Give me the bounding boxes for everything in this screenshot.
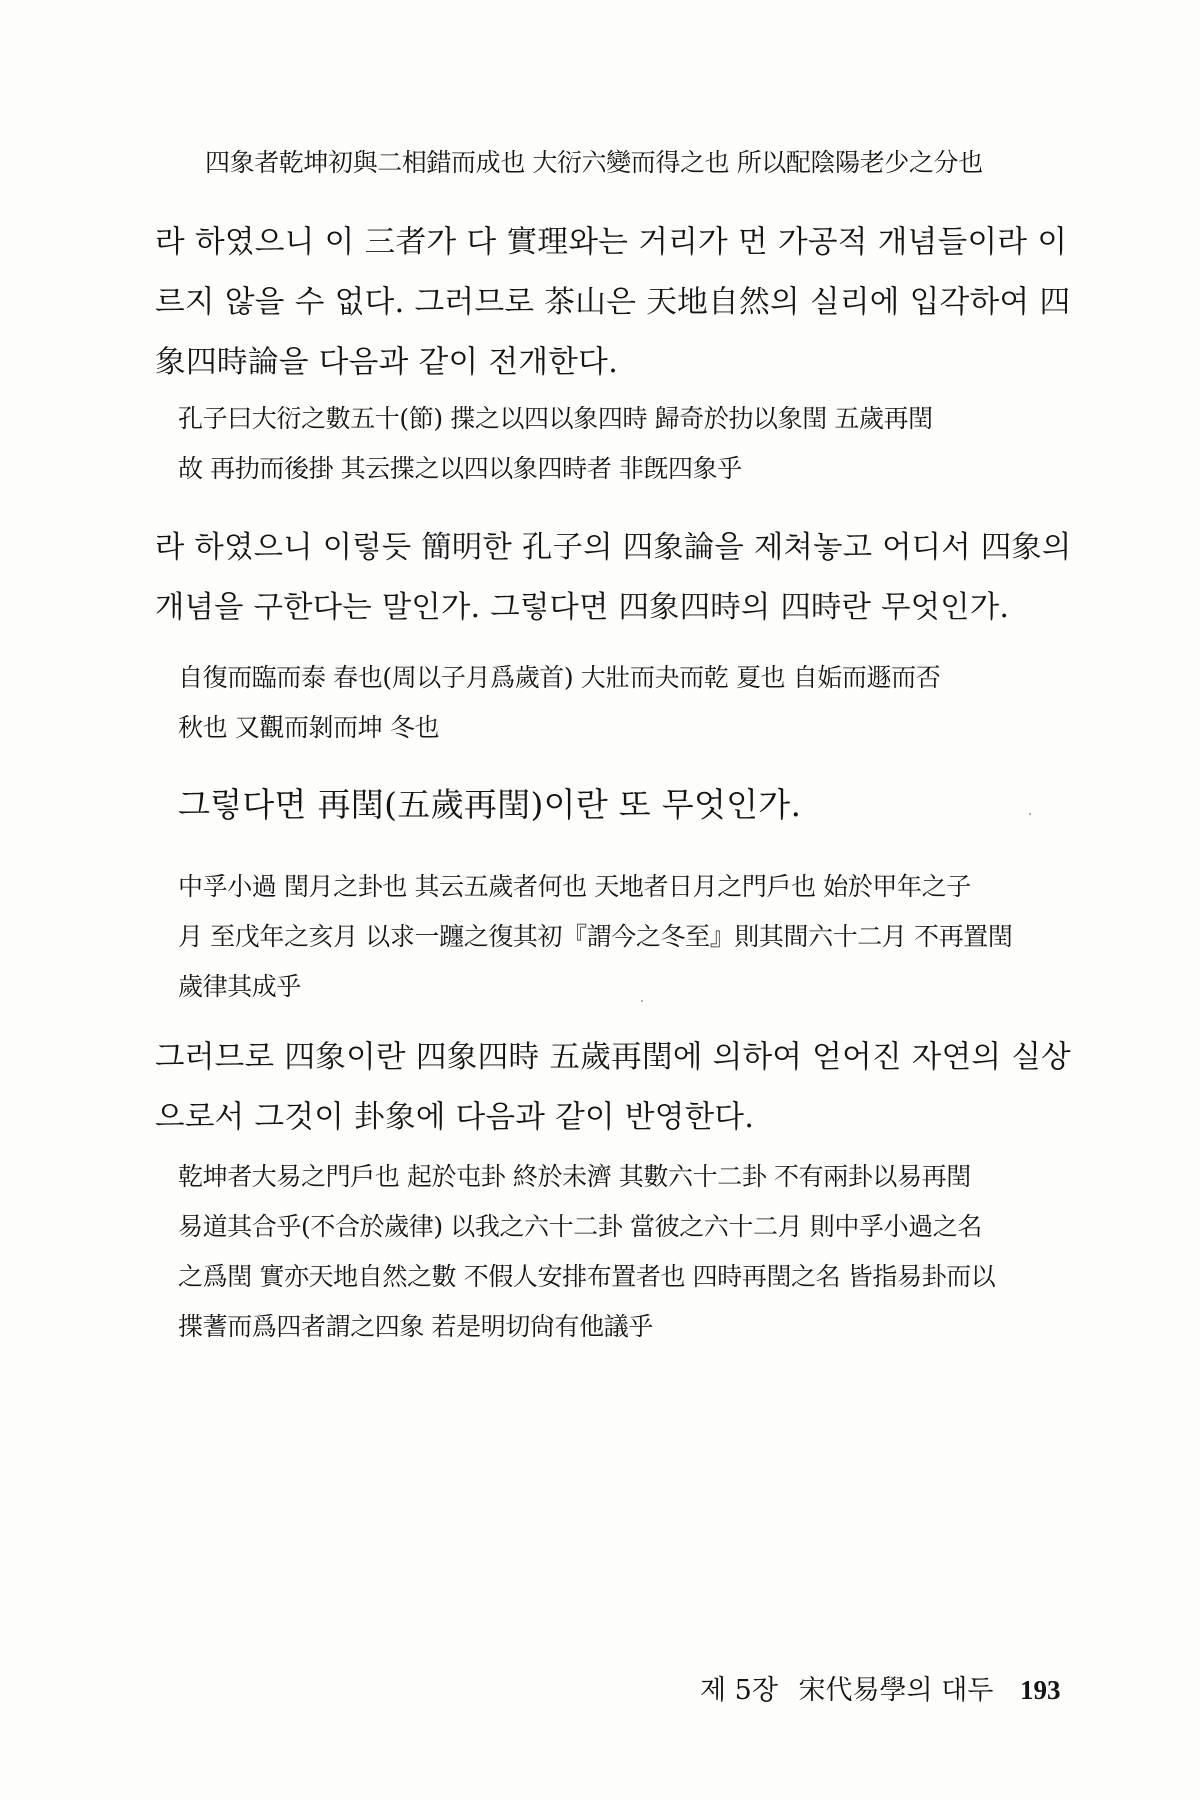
scan-speck	[1029, 813, 1031, 815]
body-line: 라 하였으니 이 三者가 다 實理와는 거리가 먼 가공적 개념들이라 이	[155, 225, 1068, 260]
quote-line: 揲蓍而爲四者謂之四象 若是明切尙有他議乎	[178, 1312, 653, 1341]
body-paragraph	[155, 518, 1072, 638]
quote-line: 自復而臨而泰 春也(周以子月爲歲首) 大壯而夬而乾 夏也 自姤而遯而否	[178, 663, 941, 692]
quote-line: 秋也 又觀而剝而坤 冬也	[178, 713, 440, 742]
quote-line: 月 至戊年之亥月 以求一躔之復其初『謂今之冬至』則其間六十二月 不再置閏	[178, 922, 1013, 951]
body-line: 象四時論을 다음과 같이 전개한다.	[155, 345, 619, 380]
quote-line: 易道其合乎(不合於歲律) 以我之六十二卦 當彼之六十二月 則中孚小過之名	[178, 1212, 982, 1241]
quote-block	[205, 138, 983, 188]
quote-line: 乾坤者大易之門戶也 起於屯卦 終於未濟 其數六十二卦 不有兩卦以易再閏	[178, 1162, 971, 1191]
page-footer	[700, 1668, 1060, 1707]
body-paragraph	[155, 1028, 1071, 1148]
quote-block	[178, 862, 1012, 1012]
running-title: 宋代易學의 대두	[798, 1675, 994, 1706]
quote-line: 四象者乾坤初與二相錯而成也 大衍六變而得之也 所以配陰陽老少之分也	[205, 148, 983, 177]
quote-line: 故 再扐而後掛 其云揲之以四以象四時者 非旣四象乎	[178, 454, 742, 483]
quote-line: 中孚小過 閏月之卦也 其云五歲者何也 天地者日月之門戶也 始於甲年之子	[178, 872, 971, 901]
page-number: 193	[1019, 1675, 1061, 1705]
quote-line: 之爲閏 實亦天地自然之數 不假人安排布置者也 四時再閏之名 皆指易卦而以	[178, 1262, 996, 1291]
body-line: 그렇다면 再閏(五歲再閏)이란 또 무엇인가.	[178, 785, 802, 824]
body-line: 개념을 구한다는 말인가. 그렇다면 四象四時의 四時란 무엇인가.	[155, 590, 1010, 625]
body-line: 라 하였으니 이렇듯 簡明한 孔子의 四象論을 제쳐놓고 어디서 四象의	[155, 530, 1072, 565]
scan-speck	[641, 1000, 643, 1002]
body-paragraph	[155, 213, 1070, 393]
quote-line: 孔子曰大衍之數五十(節) 揲之以四以象四時 歸奇於扐以象閏 五歲再閏	[178, 404, 933, 433]
quote-block	[178, 394, 933, 494]
quote-block	[178, 1152, 995, 1352]
body-paragraph	[178, 775, 801, 835]
quote-block	[178, 653, 940, 753]
body-line: 으로서 그것이 卦象에 다음과 같이 반영한다.	[155, 1100, 755, 1135]
body-line: 그러므로 四象이란 四象四時 五歲再閏에 의하여 얻어진 자연의 실상	[155, 1040, 1072, 1075]
chapter-label: 제 5장	[700, 1675, 778, 1706]
quote-line: 歲律其成乎	[178, 972, 302, 1001]
body-line: 르지 않을 수 없다. 그러므로 茶山은 天地自然의 실리에 입각하여 四	[155, 285, 1071, 320]
